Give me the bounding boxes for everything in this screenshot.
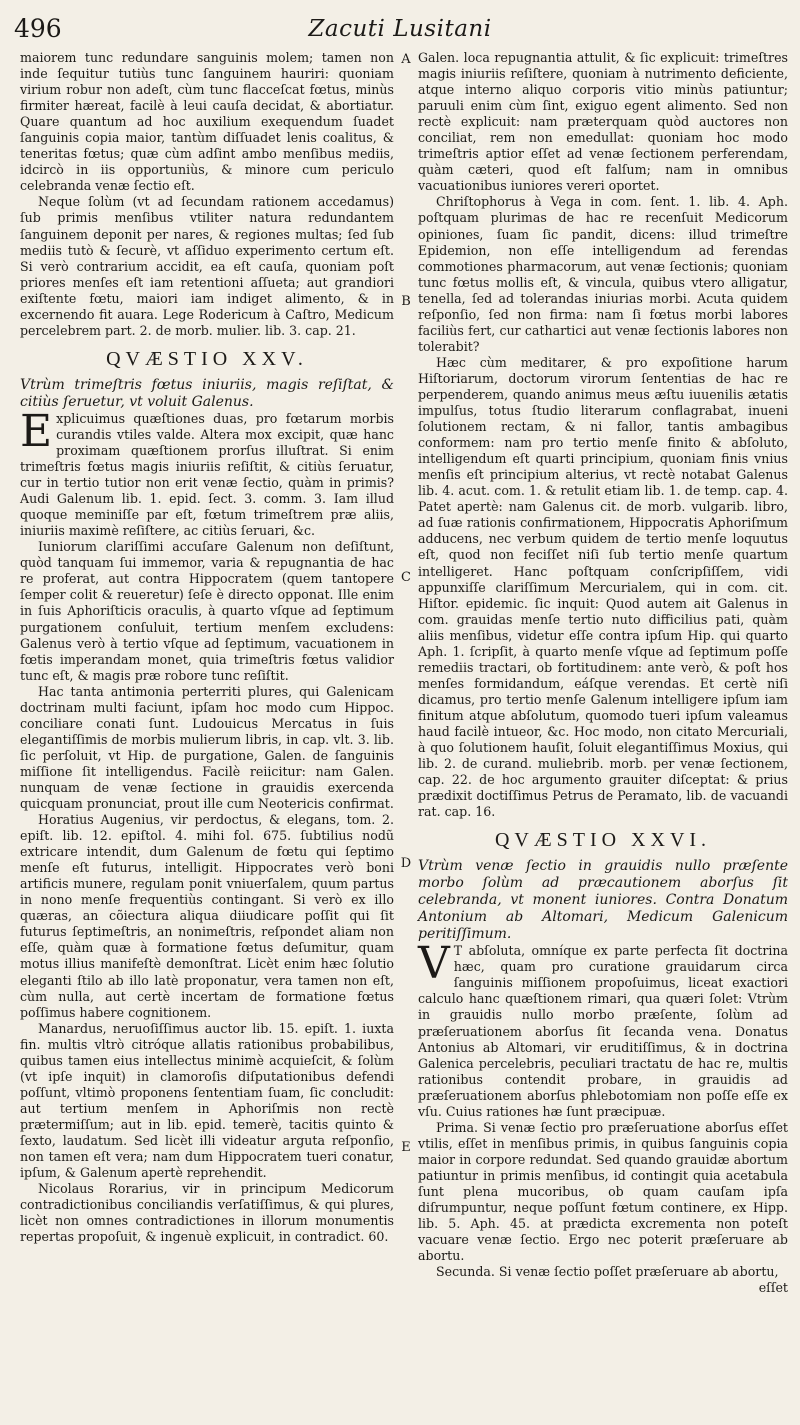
margin-mark-d: D [400, 856, 412, 871]
right-paragraph-3: Hæc cùm meditarer, & pro expoſitione harum Hiſtoriarum, doctorum virorum ſententias de hac re perpenderem, quando animus meus æſtu iuuenilis ætatis impulſus, totus ſtudio literarum conflagrabat, inueni ſolutionem rectam, & ni fallor, tantis ambagibus conformem: nam pro tertio menſe finito & abſoluto, intelligendum eſt quarti principium, quoniam finis vnius menſis eſt principium alterius, vt rectè notabat Galenus lib. 4. acut. com. 1. & retulit etiam lib. 1. de temp. cap. 4. Patet apertè: nam Galenus cit. de morb. vulgarib. libro, ad ſuæ rationis confirmationem, Hippocratis Aphoriſmum adducens, nec verbum quidem de tertio menſe loquutus eſt, quod non feciſſet niſi ſub tertio menſe quartum intelligeret. Hanc poſtquam conſcripſiſſem, vidi appunxiſſe clariſſimum Mercurialem, qui in com. cit. Hiſtor. epidemic. ſic inquit: Quod autem ait Galenus in com. grauidas menſe tertio nuto difficilius pati, quàm aliis menſibus, videtur eſſe contra ipſum Hip. qui quarto Aph. 1. ſcripſit, à quarto menſe vſque ad ſeptimum poſſe remediis tractari, ob fortitudinem: ante verò, & poſt hos menſes formidandum, eáſque verendas. Et certè niſi dicamus, pro tertio menſe Galenum intelligere ipſum iam finitum atque abſolutum, quomodo tueri ipſum valeamus haud facilè intueor, &c. Hoc modo, non citato Mercuriali, à quo ſolutionem hauſit, ſoluit elegantiſſimus Moxius, qui lib. 2. de curand. muliebrib. morb. per venæ ſectionem, cap. 22. de hoc argumento grauiter diſceptat: & prius prædixit doctiſſimus Petrus de Peramato, lib. de vacuandi rat. cap. 16. [418, 354, 788, 820]
left-paragraph-7: Manardus, neruoſiſſimus auctor lib. 15. epiſt. 1. iuxta fin. multis vltrò citróque allatis rationibus probabilibus, quibus tamen eius intellectus minimè acquieſcit, & ſolùm (vt ipſe inquit) in clamoroſis diſputationibus defendi poſſunt, vltimò proponens ſententiam ſuam, ſic concludit: aut tertium menſem in Aphoriſmis non rectè prætermiſſum; aut in lib. epid. temerè, tacitis quinto & ſexto, laudatum. Sed licèt illi videatur arguta reſponſio, non tamen eſt vera; nam dum Hippocratem tueri conatur, ipſum, & Galenum apertè reprehendit. [20, 1020, 394, 1181]
right-paragraph-4-text: T abſoluta, omníque ex parte perfecta ſit doctrina hæc, quam pro curatione grauidarum circa ſanguinis miſſionem propoſuimus, liceat exactiori calculo hanc quæſtionem rimari, qua quæri ſolet: Vtrùm in grauidis nullo morbo præſente, ſolùm ad præſeruationem aborſus ſit ſecanda vena. Donatus Antonius ab Altomari, vir eruditiſſimus, & in doctrina Galenica percelebris, peculiari tractatu de hac re, multis rationibus contendit probare, in grauidis ad præſeruationem aborſus phlebotomiam non poſſe eſſe ex vſu. Cuius rationes hæ ſunt præcipuæ. [418, 943, 788, 1119]
left-paragraph-3 [20, 405, 394, 539]
left-column [20, 50, 394, 1245]
margin-mark-a: A [401, 52, 411, 67]
left-paragraph-4: Iuniorum clariſſimi accuſare Galenum non deſiſtunt, quòd tanquam ſui immemor, varia & repugnantia de hac re proferat, aut contra Hippocratem (quem tantopere ſemper colit & reueretur) ſeſe è directo opponat. Ille enim in ſuis Aphoriſticis oraculis, à quarto vſque ad ſeptimum purgationem conſuluit, tertium menſem excludens: Galenus verò à tertio vſque ad ſeptimum, vacuationem in fœtis imperandam monet, quia trimeſtris fœtus validior tunc eſt, & magis præ robore tunc reſiſtit. [20, 539, 394, 683]
drop-cap-e: E [20, 405, 53, 457]
right-paragraph-4 [418, 938, 788, 1120]
question-25-subtitle: Vtrùm trimeſtris fœtus iniuriis, magis reſiſtat, & citiùs ſeruetur, vt voluit Galenus. [20, 376, 394, 410]
question-26-subtitle: Vtrùm venæ ſectio in grauidis nullo præſente morbo ſolùm ad præcautionem aborſus ſit celebranda, vt monent iuniores. Contra Donatum Antonium ab Altomari, Medicum Galenicum peritiſſimum. [418, 858, 788, 943]
margin-mark-c: C [401, 570, 411, 585]
right-paragraph-6: Secunda. Si venæ ſectio poſſet præſeruare ab abortu, [436, 1264, 779, 1280]
page-number: 496 [14, 14, 62, 43]
running-head: Zacuti Lusitani [308, 16, 492, 42]
left-paragraph-1: maiorem tunc redundare sanguinis molem; tamen non inde ſequitur tutiùs tunc ſanguinem hauriri: quoniam virium robur non adeſt, cùm tunc flacceſcat fœtus, minùs firmiter hæreat, facilè à leui cauſa decidat, & abortiatur. Quare quantum ad hoc auxilium exequendum ſuadet ſanguinis copia maior, tantùm diſſuadet lenis coalitus, & teneritas fœtus; quæ cùm adſint ambo menſibus mediis, idcircò in iis opportuniùs, & minore cum periculo celebranda venæ ſectio eſt. [20, 50, 394, 194]
margin-mark-b: B [401, 294, 411, 309]
left-paragraph-2: Neque ſolùm (vt ad ſecundam rationem accedamus) ſub primis menſibus vtiliter natura redundantem ſanguinem deponit per nares, & regiones multas; ſed ſub mediis tutò & ſecurè, vt aſſiduo experimento certum eſt. Si verò contrarium accidit, ea eſt cauſa, quoniam poſt priores menſes eſt iam retentioni aſſueta; aut grandiori exiſtente fœtu, maiori iam indiget alimento, & in excernendo fit auara. Lege Rodericum à Caſtro, Medicum percelebrem part. 2. de morb. mulier. lib. 3. cap. 21. [20, 194, 394, 338]
right-column [418, 50, 788, 1296]
left-paragraph-8: Nicolaus Rorarius, vir in principum Medicorum contradictionibus conciliandis verſatiſſimus, & qui plures, licèt non omnes contradictiones in illorum monumentis repertas propoſuit, & ingenuè explicuit, in contradict. 60. [20, 1181, 394, 1245]
left-paragraph-6: Horatius Augenius, vir perdoctus, & elegans, tom. 2. epiſt. lib. 12. epiſtol. 4. mihi fol. 675. ſubtilius nodũ extricare intendit, dum Galenum de fœtu qui ſeptimo menſe eſt futurus, intelligit. Hippocrates verò boni artificis munere, regulam ponit vniuerſalem, quum partus in nono menſe frequentiùs contingant. Si verò ex illo quæras, an cõiectura aliqua diiudicare poſſit qui ſit futurus ſeptimeſtris, an nonimeſtris, reſpondet aliam non eſſe, quàm quæ à formatione fœtus deſumitur, quam motus illius manifeſtè demonſtrat. Licèt enim hæc ſolutio eleganti ſtilo ab illo latè proponatur, vera tamen non eſt, cùm nulla, aut certè incertam de formatione fœtus poſſimus habere cognitionem. [20, 812, 394, 1020]
right-paragraph-5: Prima. Si venæ ſectio pro præſeruatione aborſus eſſet vtilis, eſſet in menſibus primis, in quibus ſanguinis copia maior in corpore redundat. Sed quando grauidæ abortum patiuntur in primis menſibus, id contingit quia acetabula ſunt plena mucoribus, ob quam cauſam ipſa diſrumpuntur, neque poſſunt fœtum continere, ex Hipp. lib. 5. Aph. 45. at prædicta excrementa non poteſt vacuare venæ ſectio. Ergo nec poterit præſeruare ab abortu. [418, 1119, 788, 1264]
right-paragraph-1: Galen. loca repugnantia attulit, & ſic explicuit: trimeſtres magis iniuriis reſiſtere, quoniam à nutrimento deficiente, atque interno aliquo corporis vitio minùs patiuntur; paruuli enim cùm ſint, exiguo egent alimento. Sed non rectè explicuit: nam præterquam quòd auctores non conciliat, rem non emedullat: quoniam hoc modo trimeſtris aptior eſſet ad venæ ſectionem perferendam, quàm cæteri, quod eſt falſum; nam in omnibus vacuationibus iuniores vereri oportet. [418, 50, 788, 194]
question-26-title: QVÆSTIO XXVI. [494, 829, 712, 852]
right-paragraph-2: Chriſtophorus à Vega in com. ſent. 1. lib. 4. Aph. poſtquam plurimas de hac re recenſuit Medicorum opiniones, ſuam ſic pandit, dicens: illud trimeſtre Epidemion, non eſſe intelligendum ad ferendas commotiones pharmacorum, aut venæ ſectionis; quoniam tunc fœtus mollis eſt, & vincula, quibus vtero alligatur, tenella, ſed ad tolerandas iniurias morbi. Acuta quidem reſponſio, ſed non firma: nam ſi fœtus morbi labores faciliùs fert, cur cathartici aut venæ ſectionis labores non tolerabit? [418, 194, 788, 354]
left-paragraph-5: Hac tanta antimonia perterriti plures, qui Galenicam doctrinam multi faciunt, ipſam hoc modo cum Hippoc. conciliare conati ſunt. Ludouicus Mercatus in ſuis elegantiſſimis de morbis mulierum libris, in cap. vlt. 3. lib. ſic perſoluit, vt Hip. de purgatione, Galen. de ſanguinis miſſione ſit intelligendus. Facilè reiicitur: nam Galen. nunquam de venæ ſectione in grauidis exercenda quicquam pronunciat, prout ille cum Neotericis confirmat. [20, 683, 394, 812]
question-25-title: QVÆSTIO XXV. [106, 347, 308, 370]
catchword: eſſet [758, 1280, 788, 1296]
margin-mark-e: E [401, 1140, 411, 1155]
left-paragraph-3-text: xplicuimus quæſtiones duas, pro fœtarum morbis curandis vtiles valde. Altera mox excipit, quæ hanc proximam quæſtionem prorſus illuſtrat. Si enim trimeſtris fœtus magis iniuriis reſiſtit, & citiùs ſeruatur, cur in tertio tutior non erit venæ ſectio, quàm in primis? Audi Galenum lib. 1. epid. ſect. 3. comm. 3. Iam illud quoque meminiſſe par eſt, fœtum trimeſtrem præ aliis, iniuriis maximè reſiſtere, ac citiùs ſeruari, &c. [20, 410, 394, 539]
drop-cap-v: V [418, 938, 450, 990]
